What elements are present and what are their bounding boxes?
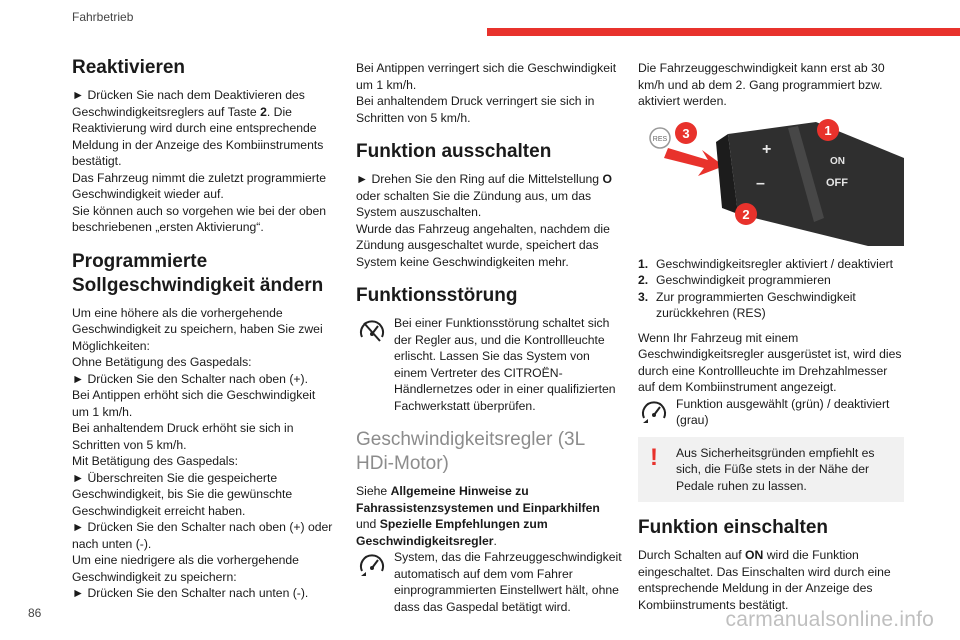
reactivate-text-1: ► Drücken Sie nach dem Deaktivieren des Geschwindigkeitsreglers auf Taste <box>72 88 305 119</box>
list-item <box>638 272 904 289</box>
system-block <box>356 549 622 615</box>
cruise-fault-icon <box>356 315 388 347</box>
see-paragraph <box>356 483 622 549</box>
program-line: ► Drücken Sie den Schalter nach unten (-). <box>72 586 309 600</box>
safety-warning-box <box>638 437 904 503</box>
column-3 <box>638 60 904 613</box>
header-title: Fahrbetrieb <box>72 10 134 24</box>
off-heading: Funktion ausschalten <box>356 141 552 162</box>
off-paragraph <box>356 171 622 221</box>
on-paragraph <box>638 547 904 613</box>
on-label: ON <box>830 155 845 167</box>
program-line: Um eine höhere als die vorhergehende Geschwindigkeit zu speichern, haben Sie zwei Möglichkeiten: <box>72 305 323 353</box>
list-number: 2. <box>638 273 649 287</box>
list-text: Zur programmierten Geschwindigkeit zurückkehren (RES) <box>656 289 856 320</box>
program-line: ► Drücken Sie den Schalter nach oben (+). <box>72 371 308 386</box>
see-mid: und <box>356 517 380 531</box>
off-text-2: oder schalten Sie die Zündung aus, um das System auszuschalten. <box>356 188 592 219</box>
off-text-3: Wurde das Fahrzeug angehalten, nachdem die Zündung ausgeschaltet wurde, speichert das System keine Geschwindigkeiten mehr. <box>356 221 610 269</box>
res-label: RES <box>652 135 668 143</box>
fault-heading: Funktionsstörung <box>356 285 518 306</box>
system-text: System, das die Fahrzeuggeschwindigkeit automatisch auf dem vom Fahrer einprogrammierten Einstellwert hält, ohne dass das Gaspedal betätigt wird. <box>394 550 622 614</box>
program-line: Bei anhaltendem Druck erhöht sie sich in Schritten von 5 km/h. <box>72 421 294 452</box>
reactivate-text-2: . Die Reaktivierung wird durch eine entsprechende Meldung in der Anzeige des Kombiinstruments bestätigt. <box>72 104 324 168</box>
on-text-1: Durch Schalten auf <box>638 548 746 562</box>
list-text: Geschwindigkeit programmieren <box>656 273 831 287</box>
lamp-block <box>638 396 904 429</box>
callout-list <box>638 256 904 322</box>
stalk-illustration <box>638 118 904 246</box>
warning-exclamation-icon: ! <box>650 443 658 471</box>
off-text-1: ► Drehen Sie den Ring auf die Mittelstellung <box>356 172 603 186</box>
on-key: ON <box>745 548 764 562</box>
reactivate-text-3: Das Fahrzeug nimmt die zuletzt programmierte Geschwindigkeit wieder auf. <box>72 170 326 201</box>
see-ref-1: Allgemeine Hinweise zu Fahrassistenzsystemen und Einparkhilfen <box>356 484 600 515</box>
plus-label: + <box>762 140 772 158</box>
off-label: OFF <box>826 176 848 189</box>
reactivate-paragraph <box>72 87 334 170</box>
on-heading: Funktion einschalten <box>638 517 829 538</box>
equip-text: Wenn Ihr Fahrzeug mit einem Geschwindigkeitsregler ausgerüstet ist, wird dies durch eine Kontrollleuchte im Drehzahlmesser auf dem Kombiinstrument angezeigt. <box>638 330 902 394</box>
stalk-diagram <box>638 118 904 246</box>
decrease-line: Bei anhaltendem Druck verringert sie sich in Schritten von 5 km/h. <box>356 94 595 125</box>
watermark: carmanualsonline.info <box>725 608 934 631</box>
fault-block <box>356 315 622 414</box>
on-text-2: wird die Funktion eingeschaltet. Das Einschalten wird durch eine entsprechende Meldung in der Anzeige des Kombiinstruments bestätigt. <box>638 548 891 612</box>
red-arrow-shape <box>664 148 724 176</box>
see-pre: Siehe <box>356 484 391 498</box>
program-line: Mit Betätigung des Gaspedals: <box>72 454 238 468</box>
list-number: 1. <box>638 256 649 271</box>
list-number: 3. <box>638 289 649 304</box>
minus-label: – <box>756 174 765 192</box>
cruise-lamp-icon <box>638 396 670 428</box>
cruise-control-icon <box>356 549 388 581</box>
see-end: . <box>493 533 497 548</box>
intro-text: Die Fahrzeuggeschwindigkeit kann erst ab 30 km/h und ab dem 2. Gang programmiert bzw. aktiviert werden. <box>638 61 885 108</box>
lamp-text: Funktion ausgewählt (grün) / deaktiviert (grau) <box>676 396 890 427</box>
see-ref-2: Spezielle Empfehlungen zum Geschwindigkeitsregler <box>356 517 548 548</box>
program-line: Ohne Betätigung des Gaspedals: <box>72 355 252 369</box>
program-heading: Programmierte Sollgeschwindigkeit ändern <box>72 250 324 296</box>
stalk-body <box>728 122 904 246</box>
program-line: ► Drücken Sie den Schalter nach oben (+) oder nach unten (-). <box>72 520 333 551</box>
reactivate-text-4: Sie können auch so vorgehen wie bei der oben beschriebenen „ersten Aktivierung“. <box>72 203 327 234</box>
warning-text: Aus Sicherheitsgründen empfiehlt es sich, die Füße stets in der Nähe der Pedale ruhen zu lassen. <box>676 445 875 493</box>
column-1 <box>72 56 334 602</box>
section-heading-3l-hdi: Geschwindigkeitsregler (3L HDi-Motor) <box>356 429 585 474</box>
list-text: Geschwindigkeitsregler aktiviert / deaktiviert <box>656 256 894 271</box>
program-line: Bei Antippen erhöht sich die Geschwindigkeit um 1 km/h. <box>72 388 316 419</box>
decrease-line: Bei Antippen verringert sich die Geschwindigkeit um 1 km/h. <box>356 61 617 92</box>
list-item <box>638 256 904 273</box>
header-red-bar <box>487 28 960 36</box>
reactivate-heading: Reaktivieren <box>72 57 186 78</box>
off-key: O <box>602 172 612 186</box>
callout-3-label: 3 <box>682 125 690 141</box>
callout-1-label: 1 <box>824 122 832 138</box>
callout-2-label: 2 <box>742 206 750 222</box>
program-line: Um eine niedrigere als die vorhergehende Geschwindigkeit zu speichern: <box>72 553 299 584</box>
program-line: ► Überschreiten Sie die gespeicherte Geschwindigkeit, bis Sie die gewünschte Geschwindigkeit erreicht haben. <box>72 470 293 518</box>
column-2 <box>356 60 622 615</box>
fault-text: Bei einer Funktionsstörung schaltet sich der Regler aus, und die Kontrollleuchte erlischt. Lassen Sie das System von einem Vertreter des CITROËN-Händlernetzes oder in einer qualifizierten Fachwerkstatt überprüfen. <box>394 316 616 413</box>
reactivate-key: 2 <box>260 104 267 119</box>
list-item <box>638 289 904 322</box>
page-number: 86 <box>28 606 42 620</box>
